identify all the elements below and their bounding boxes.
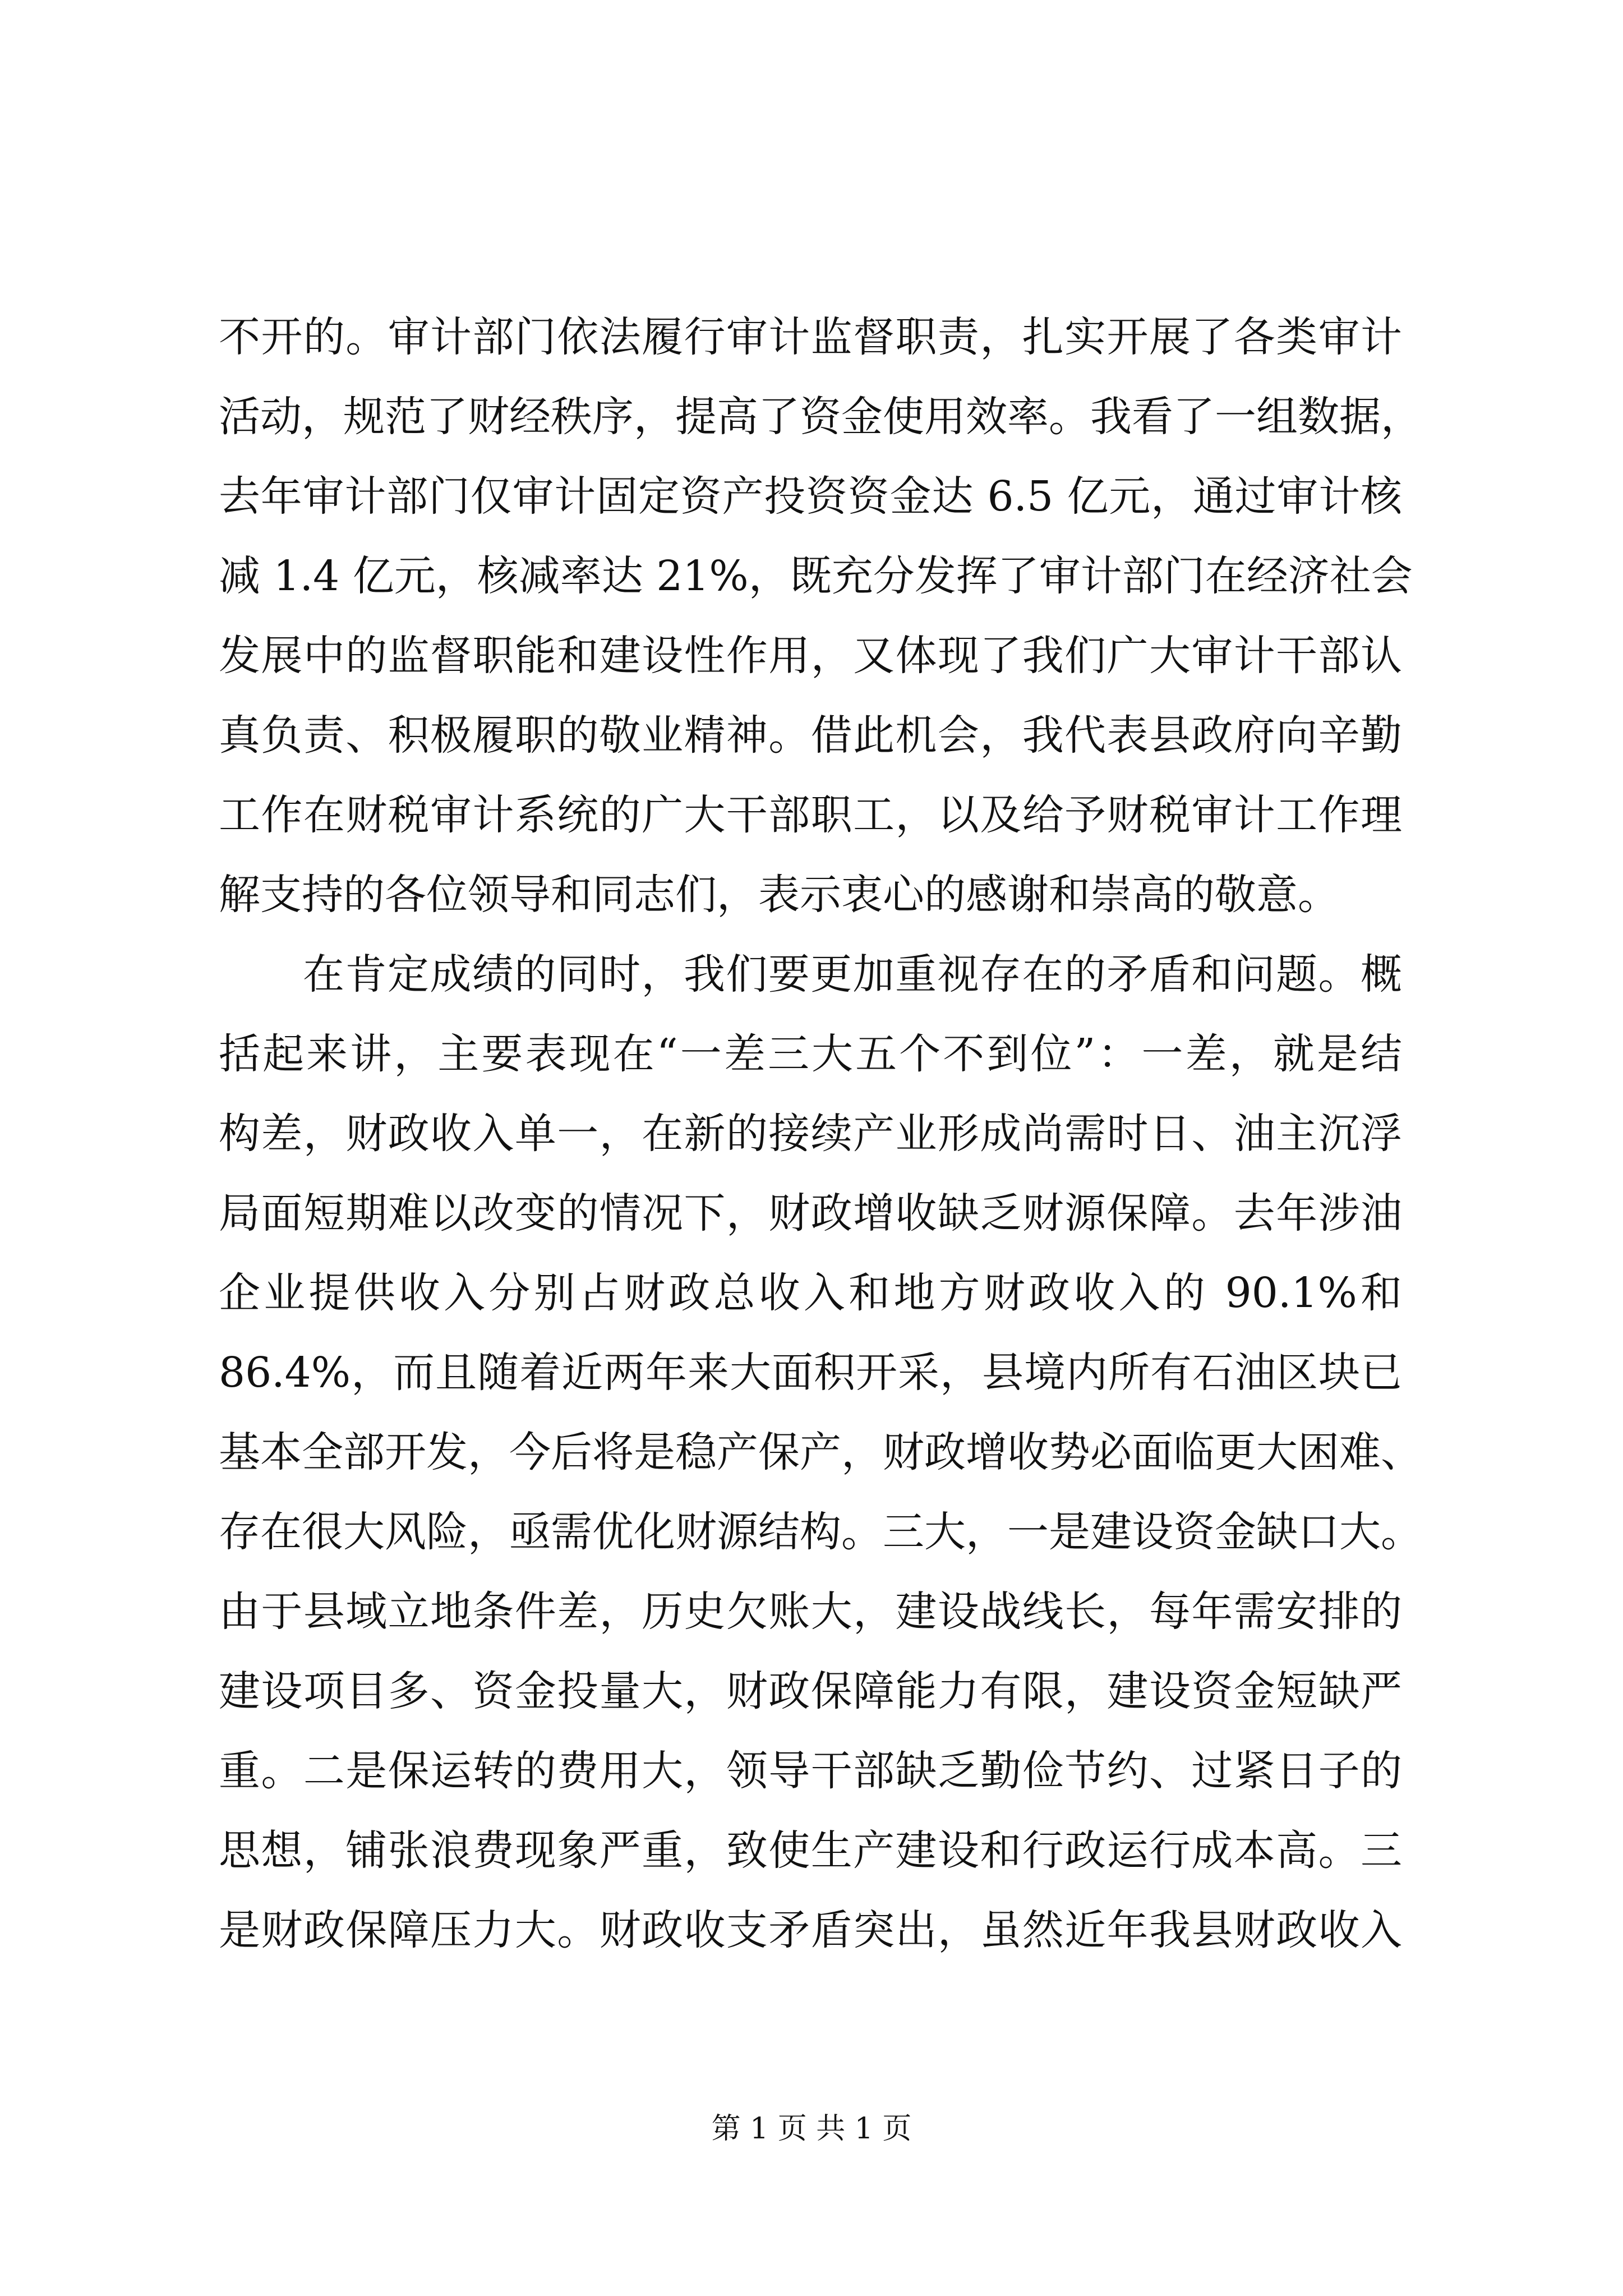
body-text (219, 297, 1422, 1970)
text-line: 减 1.4 亿元，核减率达 21%，既充分发挥了审计部门在经济社会 (219, 552, 1413, 600)
text-line: 真负责、积极履职的敬业精神。借此机会，我代表县政府向辛勤 (219, 711, 1402, 760)
text-line: 解支持的各位领导和同志们，表示衷心的感谢和崇高的敬意。 (219, 871, 1339, 919)
text-line: 去年审计部门仅审计固定资产投资资金达 6.5 亿元，通过审计核 (219, 472, 1402, 521)
text-line: 活动，规范了财经秩序，提高了资金使用效率。我看了一组数据， (219, 393, 1422, 441)
paragraph-2 (219, 935, 1422, 1970)
text-line: 86.4%，而且随着近两年来大面积开采，县境内所有石油区块已 (219, 1349, 1402, 1397)
page-footer: 第 1 页 共 1 页 (711, 2112, 912, 2146)
text-line: 构差，财政收入单一，在新的接续产业形成尚需时日、油主沉浮 (219, 1110, 1402, 1158)
text-line: 存在很大风险，亟需优化财源结构。三大，一是建设资金缺口大。 (219, 1508, 1422, 1556)
text-line: 发展中的监督职能和建设性作用，又体现了我们广大审计干部认 (219, 632, 1402, 680)
text-line: 是财政保障压力大。财政收支矛盾突出，虽然近年我县财政收入 (219, 1906, 1402, 1954)
text-line: 括起来讲，主要表现在“一差三大五个不到位”：一差，就是结 (219, 1030, 1402, 1078)
text-line: 基本全部开发，今后将是稳产保产，财政增收势必面临更大困难、 (219, 1428, 1422, 1476)
text-line: 工作在财税审计系统的广大干部职工，以及给予财税审计工作理 (219, 791, 1402, 839)
text-line: 局面短期难以改变的情况下，财政增收缺乏财源保障。去年涉油 (219, 1189, 1402, 1237)
text-line: 不开的。审计部门依法履行审计监督职责，扎实开展了各类审计 (219, 313, 1402, 361)
text-line: 重。二是保运转的费用大，领导干部缺乏勤俭节约、过紧日子的 (219, 1747, 1402, 1795)
text-line: 由于县域立地条件差，历史欠账大，建设战线长，每年需安排的 (219, 1588, 1402, 1636)
text-line: 建设项目多、资金投量大，财政保障能力有限，建设资金短缺严 (219, 1667, 1402, 1715)
text-line: 企业提供收入分别占财政总收入和地方财政收入的 90.1%和 (219, 1269, 1402, 1317)
text-line: 思想，铺张浪费现象严重，致使生产建设和行政运行成本高。三 (219, 1826, 1402, 1875)
paragraph-1 (219, 297, 1422, 935)
text-line: 在肯定成绩的同时，我们要更加重视存在的矛盾和问题。概 (303, 950, 1402, 999)
